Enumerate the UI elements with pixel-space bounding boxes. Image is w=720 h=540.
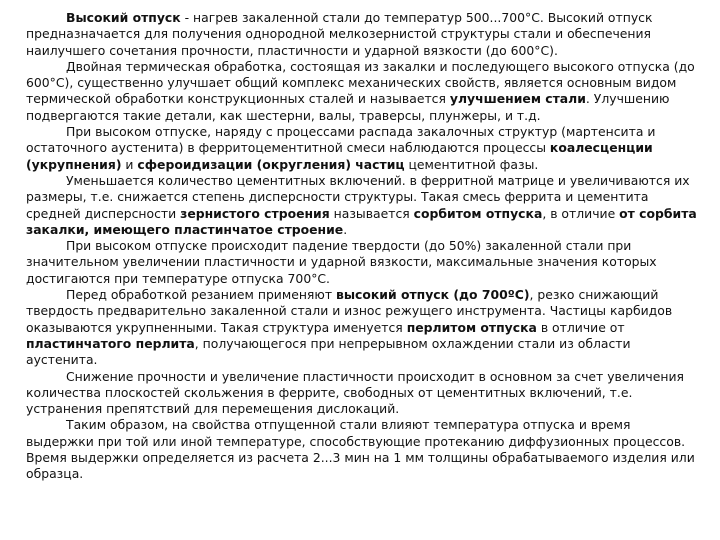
- bold-term: коалесценции (укрупнения): [26, 140, 653, 172]
- bold-term: зернистого строения: [180, 205, 330, 221]
- bold-term: Высокий отпуск: [66, 10, 181, 25]
- paragraph-sorbite: [26, 173, 698, 238]
- paragraph-tempering-pearlite: [26, 287, 698, 368]
- paragraph-coalescence: [26, 124, 698, 173]
- text-body: [26, 10, 698, 483]
- text-run: Снижение прочности и увеличение пластичности происходит в основном за счет увеличения количества плоскостей скольжения в феррите, свободных от цементитных включений, т.е. устранения препятствий для перемещения дислокаций.: [26, 368, 684, 417]
- paragraph-double-treatment: [26, 59, 698, 124]
- paragraph-conclusion: [26, 417, 698, 482]
- text-run: , в отличие: [542, 205, 620, 221]
- text-run: Уменьшается количество цементитных включений. в ферритной матрице и увеличиваются их размеры, т.е. снижается степень дисперсности структуры. Такая смесь феррита и цементита средней дисперсности: [26, 172, 690, 221]
- bold-term: пластинчатого перлита: [26, 335, 195, 351]
- text-run: цементитной фазы.: [404, 156, 539, 172]
- bold-term: от сорбита закалки, имеющего пластинчатое строение: [26, 205, 697, 237]
- text-run: , получающегося при непрерывном охлаждении стали из области аустенита.: [26, 335, 631, 368]
- paragraph-hardness-drop: [26, 238, 698, 287]
- text-run: - нагрев закаленной стали до температур 500...700°С. Высокий отпуск предназначается для получения однородной мелкозернистой структуры стали и обеспечения наилучшего сочетания прочности, пластичности и ударной вязкости (до 600°С).: [26, 10, 653, 58]
- text-run: , резко снижающий твердость предварительно закаленной стали и износ режущего инструмента. Частицы карбидов оказываются укрупненными. Такая структура именуется: [26, 287, 673, 335]
- text-run: Двойная термическая обработка, состоящая из закалки и последующего высокого отпуска (до 600°С), существенно улучшает общий комплекс механических свойств, является основным видом термической обработки конструкционных сталей и называется: [26, 58, 695, 107]
- bold-term: сорбитом отпуска: [413, 205, 543, 221]
- text-run: .: [343, 221, 348, 237]
- bold-term: высокий отпуск (до 700ºС): [335, 287, 530, 303]
- text-run: в отличие от: [536, 319, 625, 335]
- text-run: называется: [329, 205, 414, 221]
- paragraph-plasticity: [26, 369, 698, 418]
- bold-term: перлитом отпуска: [406, 319, 537, 335]
- text-run: При высоком отпуске, наряду с процессами распада закалочных структур (мартенсита и остаточного аустенита) в ферритоцементитной смеси наблюдаются процессы: [26, 124, 656, 156]
- paragraph-high-tempering: [26, 10, 698, 59]
- bold-term: сфероидизации (округления) частиц: [137, 156, 405, 172]
- bold-term: улучшением стали: [449, 91, 586, 107]
- text-run: . Улучшению подвергаются такие детали, как шестерни, валы, траверсы, плунжеры, и т.д.: [26, 91, 670, 123]
- text-run: Перед обработкой резанием применяют: [66, 287, 336, 303]
- text-run: При высоком отпуске происходит падение твердости (до 50%) закаленной стали при значительном увеличении пластичности и ударной вязкости, максимальные значения которых достигаются при температуре отпуска 700°С.: [26, 238, 657, 286]
- text-run: Таким образом, на свойства отпущенной стали влияют температура отпуска и время выдержки при той или иной температуре, способствующие протеканию диффузионных процессов. Время выдержки определяется из расчета 2...3 мин на 1 мм толщины обрабатываемого изделия или образца.: [26, 417, 695, 482]
- text-run: и: [121, 156, 138, 172]
